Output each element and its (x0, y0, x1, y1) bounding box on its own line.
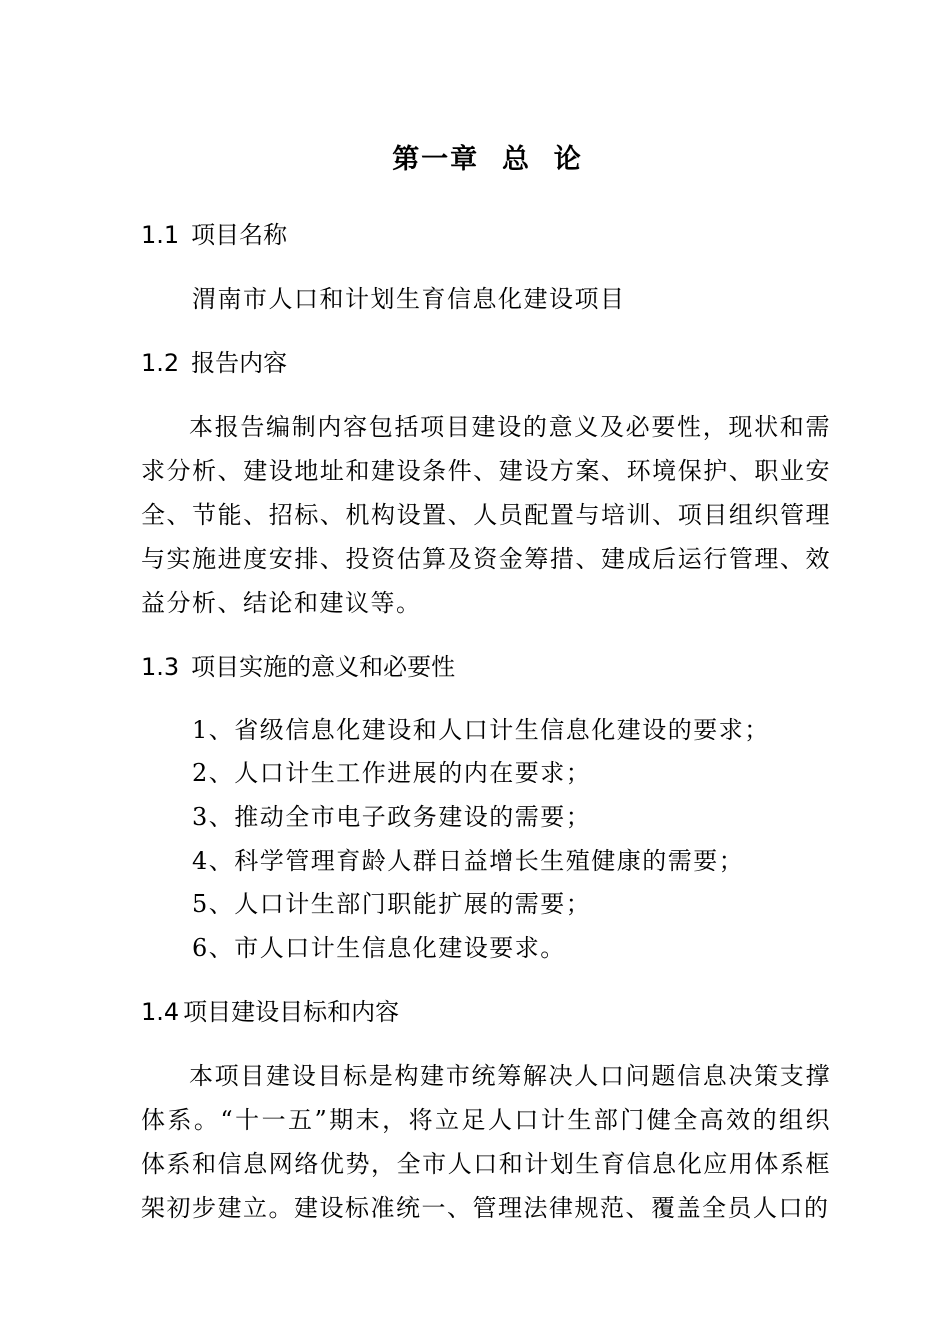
section-heading-1-4 (141, 995, 399, 1029)
section-number: 1.1 (141, 221, 180, 249)
project-name-text: 渭南市人口和计划生育信息化建设项目 (192, 285, 626, 313)
chapter-title: 第一章 总 论 (392, 144, 583, 175)
list-item: 5、人口计生部门职能扩展的需要； (192, 890, 592, 918)
section-title: 项目建设目标和内容 (183, 998, 400, 1026)
list-item: 2、人口计生工作进展的内在要求； (192, 759, 592, 787)
list-item: 6、市人口计生信息化建设要求。 (192, 934, 566, 962)
section-heading-1-3 (141, 650, 455, 684)
project-goals-paragraph: 本项目建设目标是构建市统筹解决人口问题信息决策支撑体系。“十一五”期末，将立足人口计生部门健全高效的组织体系和信息网络优势，全市人口和计划生育信息化应用体系框架初步建立。建设标准统一、管理法律规范、覆盖全员人口的 (141, 1062, 831, 1222)
section-title: 报告内容 (191, 349, 288, 377)
section-number: 1.2 (141, 349, 180, 377)
list-item: 4、科学管理育龄人群日益增长生殖健康的需要； (192, 847, 745, 875)
report-content-paragraph: 本报告编制内容包括项目建设的意义及必要性，现状和需求分析、建设地址和建设条件、建设方案、环境保护、职业安全、节能、招标、机构设置、人员配置与培训、项目组织管理与实施进度安排、投资估算及资金筹措、建成后运行管理、效益分析、结论和建议等。 (141, 413, 831, 617)
list-item: 1、省级信息化建设和人口计生信息化建设的要求； (192, 716, 770, 744)
section-title: 项目名称 (191, 221, 288, 249)
section-number: 1.3 (141, 653, 180, 681)
section-heading-1-2 (141, 346, 287, 380)
section-title: 项目实施的意义和必要性 (191, 653, 456, 681)
section-heading-1-1 (141, 218, 287, 252)
section-number: 1.4 (141, 998, 180, 1026)
list-item: 3、推动全市电子政务建设的需要； (192, 803, 592, 831)
